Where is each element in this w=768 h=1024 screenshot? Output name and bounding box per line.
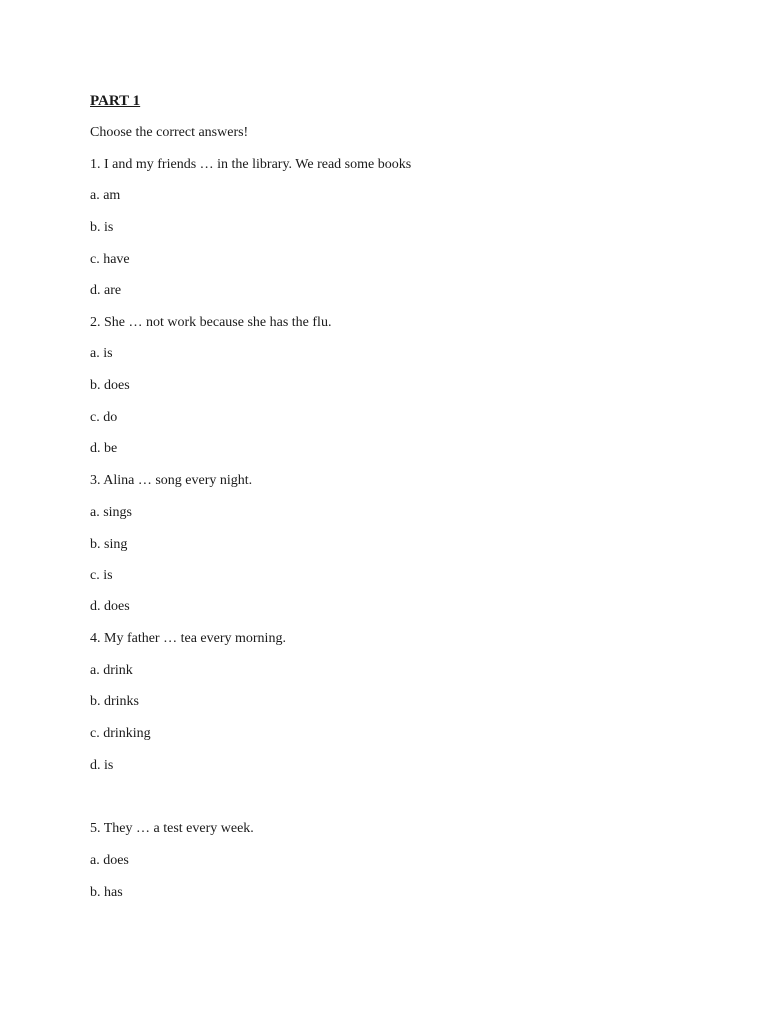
answer-option: c. is <box>90 568 113 583</box>
answer-option: d. does <box>90 599 130 614</box>
answer-option: a. drink <box>90 663 133 678</box>
question-prompt: 4. My father … tea every morning. <box>90 631 286 646</box>
answer-option: a. sings <box>90 505 132 520</box>
answer-option: c. have <box>90 252 130 267</box>
answer-option: a. is <box>90 346 113 361</box>
part-title: PART 1 <box>90 93 141 109</box>
answer-option: b. does <box>90 378 130 393</box>
question-prompt: 2. She … not work because she has the flu. <box>90 315 332 330</box>
answer-option: a. am <box>90 188 121 203</box>
answer-option: d. are <box>90 283 122 298</box>
answer-option: b. drinks <box>90 694 139 709</box>
answer-option: b. sing <box>90 537 128 552</box>
question-prompt: 1. I and my friends … in the library. We read some books <box>90 157 412 172</box>
answer-option: b. has <box>90 885 123 900</box>
instruction-text: Choose the correct answers! <box>90 125 249 140</box>
answer-option: c. do <box>90 410 118 425</box>
answer-option: c. drinking <box>90 726 151 741</box>
answer-option: d. be <box>90 441 118 456</box>
answer-option: a. does <box>90 853 129 868</box>
answer-option: d. is <box>90 758 114 773</box>
answer-option: b. is <box>90 220 114 235</box>
question-prompt: 5. They … a test every week. <box>90 821 254 836</box>
question-prompt: 3. Alina … song every night. <box>90 473 253 488</box>
